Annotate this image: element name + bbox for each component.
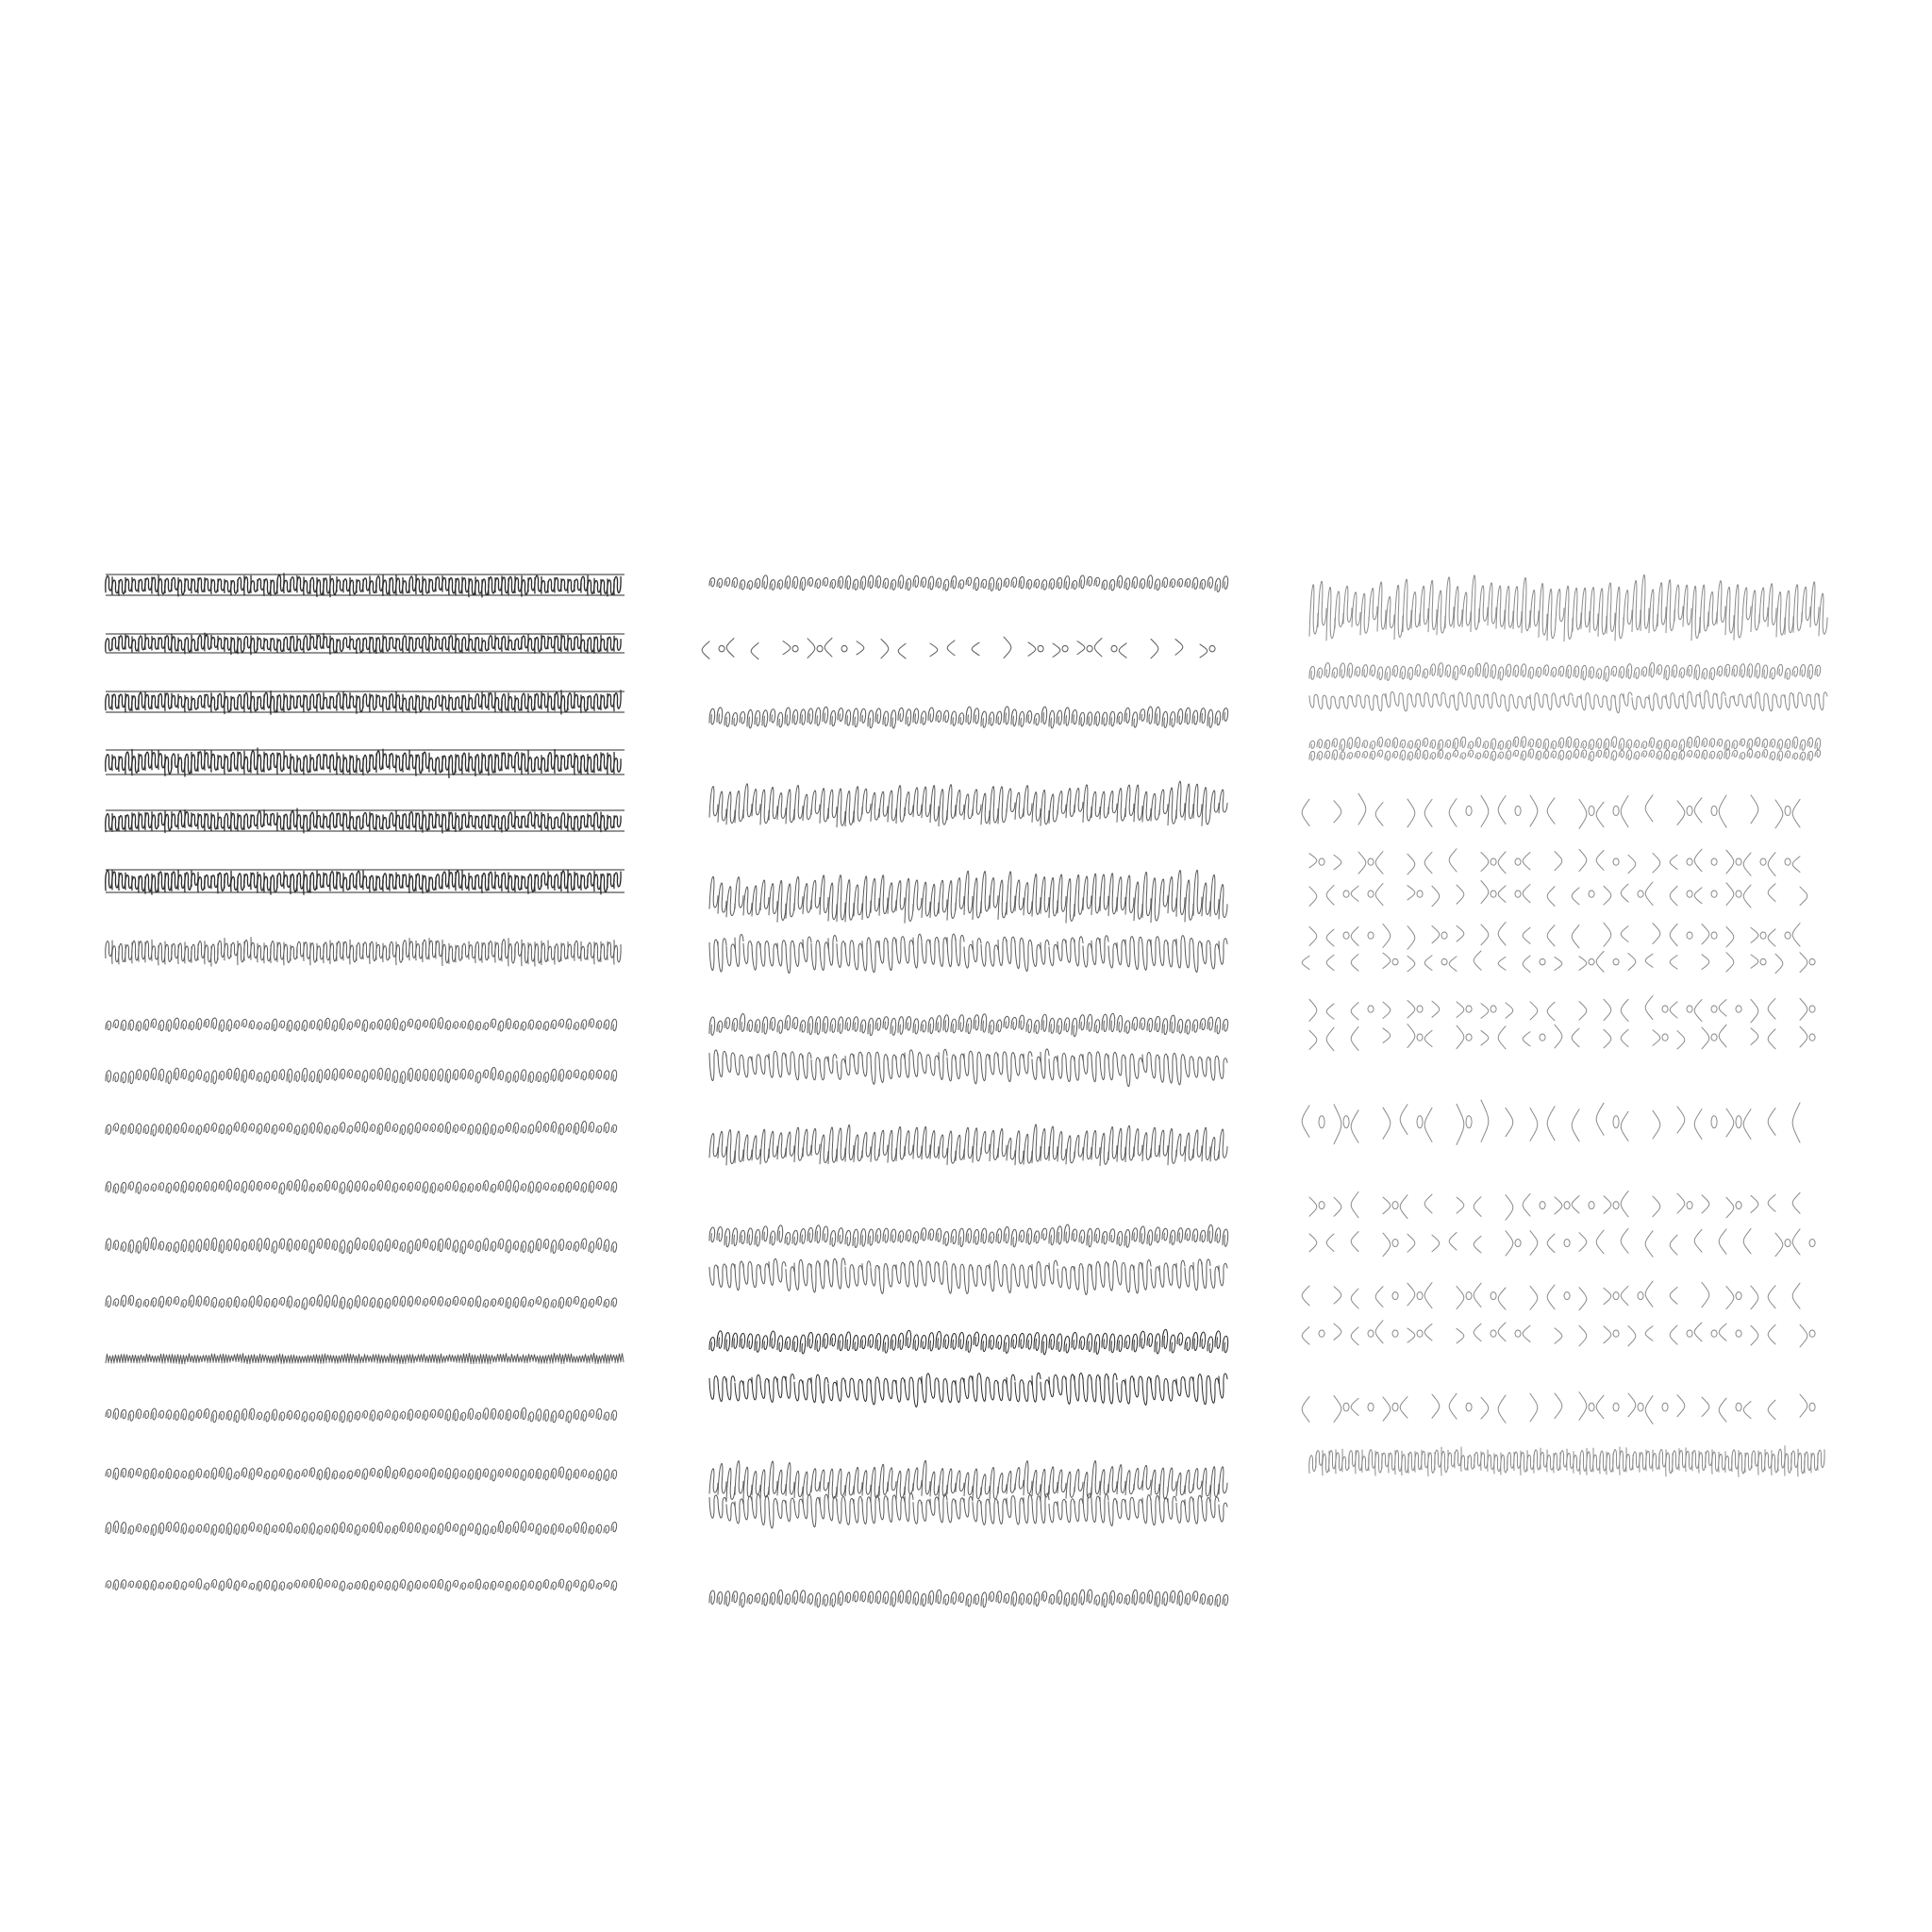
glyph-row-stroke xyxy=(709,1493,1227,1528)
glyph-row xyxy=(1309,662,1821,681)
glyph-row xyxy=(106,938,621,966)
glyph-row-stroke xyxy=(709,781,1227,827)
glyph-row-stroke xyxy=(1309,1024,1815,1051)
glyph-row-stroke xyxy=(106,633,621,655)
glyph-row-stroke xyxy=(1302,1281,1800,1310)
glyph-row xyxy=(709,934,1227,974)
glyph-row xyxy=(702,637,1215,658)
glyph-row-stroke xyxy=(709,1590,1228,1607)
glyph-row xyxy=(1309,691,1827,713)
glyph-row xyxy=(106,1466,617,1480)
glyph-row xyxy=(106,633,625,655)
glyph-row-stroke xyxy=(702,637,1215,658)
glyph-row xyxy=(1309,1446,1824,1476)
glyph-row xyxy=(709,870,1227,923)
glyph-row xyxy=(709,1258,1227,1295)
glyph-row xyxy=(106,870,625,894)
glyph-row-stroke xyxy=(106,808,621,833)
glyph-row-stroke xyxy=(709,1013,1228,1036)
glyph-row-stroke xyxy=(709,1258,1227,1295)
glyph-row-stroke xyxy=(709,1329,1228,1355)
glyph-row xyxy=(106,1407,617,1423)
glyph-row-stroke xyxy=(106,1121,617,1136)
glyph-row-stroke xyxy=(709,1049,1227,1087)
glyph-row-stroke xyxy=(1309,575,1827,641)
glyph-row-stroke xyxy=(106,1578,617,1591)
glyph-row xyxy=(106,1018,617,1032)
glyph-row-stroke xyxy=(709,870,1227,923)
glyph-row xyxy=(1309,749,1821,761)
glyph-row xyxy=(709,1373,1227,1407)
glyph-row xyxy=(1309,996,1815,1023)
glyph-row xyxy=(1302,1281,1800,1310)
glyph-row-stroke xyxy=(709,1124,1227,1166)
glyph-row-stroke xyxy=(1302,1100,1800,1144)
panel-right xyxy=(1302,575,1827,1476)
glyph-row-stroke xyxy=(1309,923,1800,950)
glyph-row xyxy=(709,1049,1227,1087)
glyph-row-stroke xyxy=(1309,881,1807,908)
glyph-row xyxy=(106,1238,617,1254)
glyph-row-stroke xyxy=(709,1460,1227,1501)
glyph-row-stroke xyxy=(106,1407,617,1423)
glyph-row xyxy=(1309,1228,1815,1257)
glyph-row-stroke xyxy=(1309,1191,1800,1221)
glyph-row-stroke xyxy=(1302,951,1815,974)
glyph-row xyxy=(1302,951,1815,974)
glyph-row-stroke xyxy=(1309,662,1821,681)
glyph-row-stroke xyxy=(106,1018,617,1032)
glyph-row xyxy=(106,1068,617,1084)
panel-left xyxy=(106,574,625,1591)
glyph-row xyxy=(106,748,625,777)
glyph-row-stroke xyxy=(106,1295,617,1310)
glyph-row-stroke xyxy=(1309,749,1821,761)
glyph-row xyxy=(106,1295,617,1310)
glyph-row-stroke xyxy=(709,707,1228,728)
glyph-row-stroke xyxy=(1309,996,1815,1023)
glyph-row xyxy=(106,1578,617,1591)
glyph-row xyxy=(106,1180,617,1194)
glyph-row-stroke xyxy=(1302,1321,1815,1347)
glyph-row-stroke xyxy=(709,575,1228,592)
glyph-row-stroke xyxy=(1309,1446,1824,1476)
glyph-row-stroke xyxy=(709,1373,1227,1407)
glyph-row xyxy=(1309,1191,1800,1221)
glyph-row-stroke xyxy=(1309,691,1827,713)
glyph-row xyxy=(1309,923,1800,950)
glyph-row-stroke xyxy=(1309,1228,1815,1257)
glyph-row-stroke xyxy=(1302,1392,1815,1424)
glyph-row-stroke xyxy=(1309,849,1800,876)
glyph-row xyxy=(1302,793,1800,828)
glyph-row-stroke xyxy=(1309,737,1821,751)
glyph-row xyxy=(106,1521,617,1535)
glyph-row xyxy=(106,808,625,833)
glyph-row xyxy=(1302,1392,1815,1424)
glyph-row xyxy=(709,781,1227,827)
glyph-row xyxy=(709,1493,1227,1528)
glyph-row-stroke xyxy=(106,1180,617,1194)
glyph-row xyxy=(709,707,1228,728)
glyph-row xyxy=(1309,849,1800,876)
glyph-row xyxy=(1309,881,1807,908)
glyph-row xyxy=(1302,1321,1815,1347)
glyph-row-stroke xyxy=(106,870,621,894)
panel-middle xyxy=(702,575,1227,1607)
glyph-row-stroke xyxy=(106,1238,617,1254)
glyph-row xyxy=(709,1329,1228,1355)
glyph-row xyxy=(106,574,625,597)
glyph-row-stroke xyxy=(709,1224,1228,1247)
glyph-row xyxy=(1309,737,1821,751)
glyph-row-stroke xyxy=(709,934,1227,974)
glyph-row xyxy=(1309,575,1827,641)
glyph-row-stroke xyxy=(106,1353,624,1364)
glyph-row xyxy=(709,1124,1227,1166)
glyph-row xyxy=(106,691,625,714)
glyph-row xyxy=(709,1224,1228,1247)
glyph-row-stroke xyxy=(106,691,621,714)
glyph-row-stroke xyxy=(106,1068,617,1084)
glyph-row xyxy=(709,1590,1228,1607)
glyph-row xyxy=(709,1013,1228,1036)
glyph-row xyxy=(106,1121,617,1136)
glyph-row xyxy=(106,1353,624,1364)
glyph-row xyxy=(1309,1024,1815,1051)
glyph-row-stroke xyxy=(106,574,621,597)
glyph-row-stroke xyxy=(106,1466,617,1480)
glyph-row-stroke xyxy=(106,1521,617,1535)
glyph-row xyxy=(1302,1100,1800,1144)
glyph-row xyxy=(709,1460,1227,1501)
glyph-row xyxy=(709,575,1228,592)
glyph-row-stroke xyxy=(1302,793,1800,828)
glyph-row-stroke xyxy=(106,748,621,777)
glyph-row-stroke xyxy=(106,938,621,966)
